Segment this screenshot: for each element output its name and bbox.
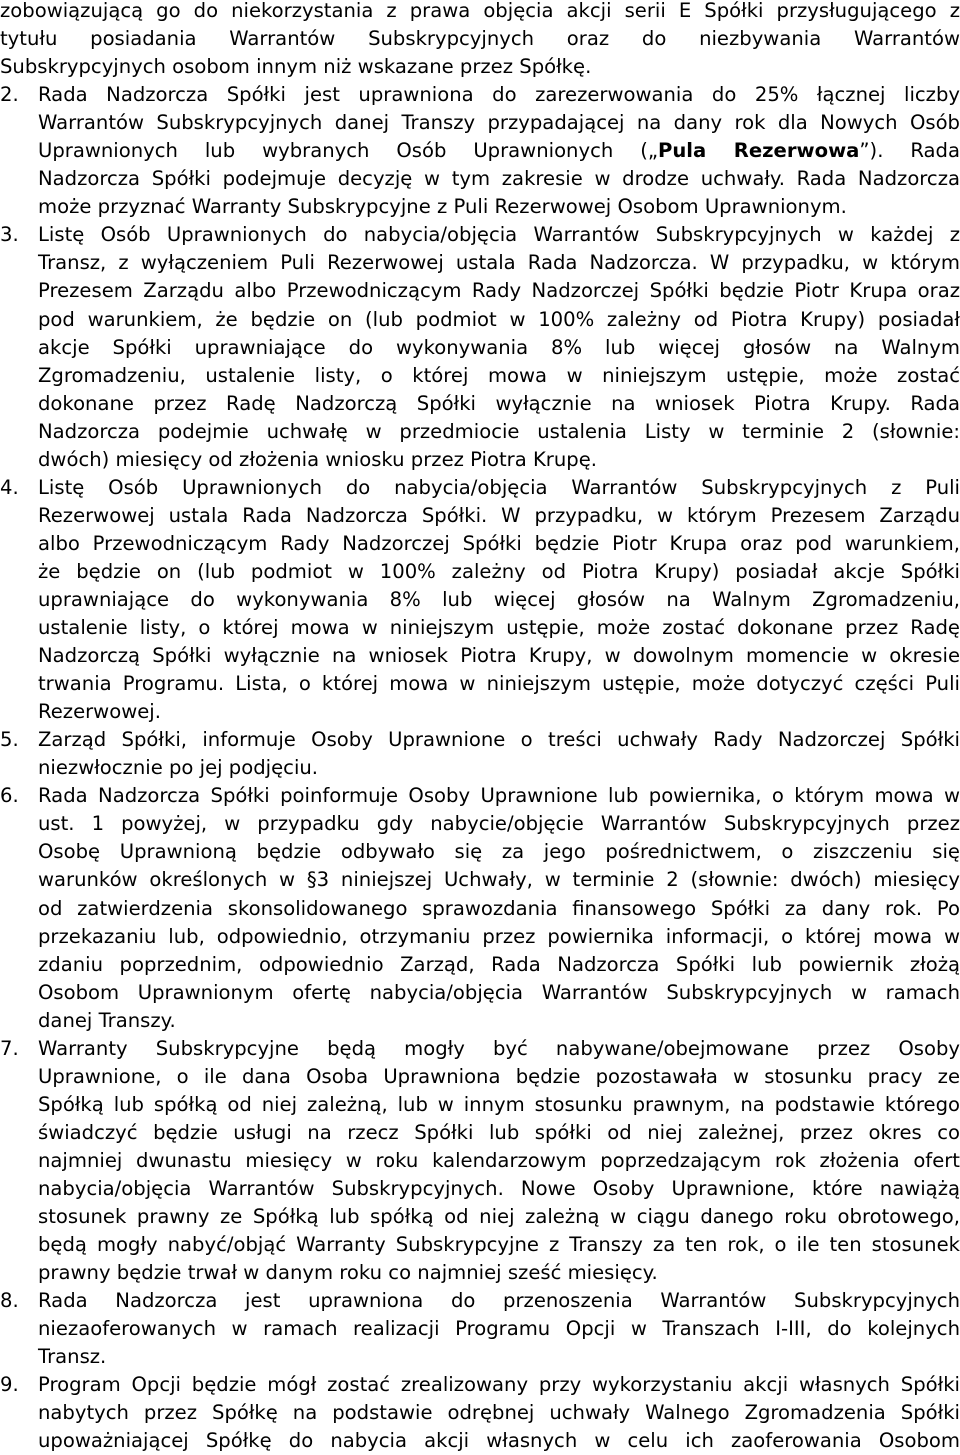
item-text	[38, 726, 960, 782]
text-line: Rezerwowej.	[38, 700, 161, 724]
list-item	[0, 1371, 960, 1455]
item-text	[38, 1035, 960, 1287]
text-line: nabytych przez Spółkę na podstawie odrębnej uchwały Walnego Zgromadzenia Spółki	[38, 1401, 960, 1425]
text-line: że będzie on (lub podmiot w 100% zależny od Piotra Krupy) posiadał akcje Spółki	[38, 559, 960, 583]
text-line: Osobom Uprawnionym ofertę nabycia/objęcia Warrantów Subskrypcyjnych w ramach	[38, 980, 960, 1004]
text-line: dwóch) miesięcy od złożenia wniosku przez Piotra Krupę.	[38, 447, 597, 471]
text-line: danej Transzy.	[38, 1008, 176, 1032]
text-line: upoważniającej Spółkę do nabycia akcji własnych w celu ich zaoferowania Osobom	[38, 1429, 960, 1453]
text-line: Rada Nadzorcza Spółki jest uprawniona do zarezerwowania do 25% łącznej liczby	[38, 83, 960, 107]
item-text	[38, 782, 960, 1034]
text-line: może przyznać Warranty Subskrypcyjne z Puli Rezerwowej Osobom Uprawnionym.	[38, 195, 847, 219]
text-line: prawny będzie trwał w danym roku co najmniej sześć miesięcy.	[38, 1261, 658, 1285]
text-line	[38, 137, 960, 165]
text-line: ustalenie listy, o której mowa w niniejszym ustępie, może zostać dokonane przez Radę	[38, 616, 960, 640]
list-item	[0, 782, 960, 1034]
text-line: Warranty Subskrypcyjne będą mogły być nabywane/obejmowane przez Osoby	[38, 1036, 960, 1060]
text-line: Rezerwowej ustala Rada Nadzorcza Spółki. W przypadku, w którym Prezesem Zarządu	[38, 503, 960, 527]
text-line: Zgromadzeniu, ustalenie listy, o której mowa w niniejszym ustępie, może zostać	[38, 363, 960, 387]
text-line: albo Przewodniczącym Rady Nadzorczej Spółki będzie Piotr Krupa oraz pod warunkiem,	[38, 531, 960, 555]
lead-paragraph	[0, 0, 960, 81]
text-line: Rada Nadzorcza jest uprawniona do przenoszenia Warrantów Subskrypcyjnych	[38, 1289, 960, 1313]
text-line: Subskrypcyjnych osobom innym niż wskazane przez Spółkę.	[0, 55, 592, 79]
defined-term: Pula Rezerwowa	[658, 139, 860, 163]
text-line: Transz.	[38, 1345, 107, 1369]
item-number: 5.	[0, 728, 19, 752]
text-line: ust. 1 powyżej, w przypadku gdy nabycie/objęcie Warrantów Subskrypcyjnych przez	[38, 812, 960, 836]
text-line: Transz, z wyłączeniem Puli Rezerwowej ustala Rada Nadzorcza. W przypadku, w którym	[38, 251, 960, 275]
item-text	[38, 1371, 960, 1455]
item-text	[38, 1287, 960, 1371]
text-line: niezwłocznie po jej podjęciu.	[38, 756, 319, 780]
text-line: przekazaniu lub, odpowiednio, otrzymaniu przez powiernika informacji, o której mowa w	[38, 924, 960, 948]
text-line: pod warunkiem, że będzie on (lub podmiot w 100% zależny od Piotra Krupy) posiadał	[38, 307, 960, 331]
text-line: Uprawnione, o ile dana Osoba Uprawniona będzie pozostawała w stosunku pracy ze	[38, 1064, 960, 1088]
text-line: zobowiązującą go do niekorzystania z prawa objęcia akcji serii E Spółki przysługującego z	[0, 0, 960, 22]
text-line: Spółką lub spółką od niej zależną, lub w innym stosunku prawnym, na podstawie którego	[38, 1092, 960, 1116]
text-line: niezaoferowanych w ramach realizacji Programu Opcji w Transzach I-III, do kolejnych	[38, 1317, 960, 1341]
text-line: Zarząd Spółki, informuje Osoby Uprawnione o treści uchwały Rady Nadzorczej Spółki	[38, 728, 960, 752]
text-line: Listę Osób Uprawnionych do nabycia/objęcia Warrantów Subskrypcyjnych z Puli	[38, 475, 960, 499]
item-number: 6.	[0, 784, 19, 808]
text-line: dokonane przez Radę Nadzorczą Spółki wyłącznie na wniosek Piotra Krupy. Rada	[38, 391, 960, 415]
text-line: Listę Osób Uprawnionych do nabycia/objęcia Warrantów Subskrypcyjnych w każdej z	[38, 223, 960, 247]
text-line: Prezesem Zarządu albo Przewodniczącym Rady Nadzorczej Spółki będzie Piotr Krupa oraz	[38, 279, 960, 303]
text-run: ”). Rada	[859, 139, 960, 163]
text-line: Program Opcji będzie mógł zostać zrealizowany przy wykorzystaniu akcji własnych Spółki	[38, 1373, 960, 1397]
item-number: 7.	[0, 1036, 19, 1060]
text-line: stosunek prawny ze Spółką lub spółką od niej zależną w ciągu danego roku obrotowego,	[38, 1205, 960, 1229]
list-item	[0, 1287, 960, 1371]
item-number: 8.	[0, 1289, 19, 1313]
list-item	[0, 474, 960, 726]
item-number: 2.	[0, 83, 19, 107]
item-number: 9.	[0, 1373, 19, 1397]
text-line: od zatwierdzenia skonsolidowanego sprawozdania finansowego Spółki za dany rok. Po	[38, 896, 960, 920]
list-item	[0, 81, 960, 221]
item-text	[38, 474, 960, 726]
text-line: Rada Nadzorcza Spółki poinformuje Osoby Uprawnione lub powiernika, o którym mowa w	[38, 784, 960, 808]
item-number: 4.	[0, 475, 19, 499]
list-item	[0, 221, 960, 473]
item-text	[38, 221, 960, 473]
item-text	[38, 81, 960, 221]
text-line: Warrantów Subskrypcyjnych danej Transzy przypadającej na dany rok dla Nowych Osób	[38, 111, 960, 135]
text-line: zdaniu poprzednim, odpowiednio Zarząd, Rada Nadzorcza Spółki lub powiernik złożą	[38, 952, 960, 976]
item-number: 3.	[0, 223, 19, 247]
text-line: warunków określonych w §3 niniejszej Uchwały, w terminie 2 (słownie: dwóch) miesięcy	[38, 868, 960, 892]
text-line: Nadzorczą Spółki wyłącznie na wniosek Piotra Krupy, w dowolnym momencie w okresie	[38, 644, 960, 668]
text-line: trwania Programu. Lista, o której mowa w niniejszym ustępie, może dotyczyć części Puli	[38, 672, 960, 696]
text-run: Uprawnionych lub wybranych Osób Uprawnionych („	[38, 139, 658, 163]
text-line: Nadzorcza podejmie uchwałę w przedmiocie ustalenia Listy w terminie 2 (słownie:	[38, 419, 960, 443]
text-line: uprawniające do wykonywania 8% lub więcej głosów na Walnym Zgromadzeniu,	[38, 587, 960, 611]
list-item	[0, 726, 960, 782]
list-item	[0, 1035, 960, 1287]
text-line: tytułu posiadania Warrantów Subskrypcyjnych oraz do niezbywania Warrantów	[0, 27, 960, 51]
text-line: akcje Spółki uprawniające do wykonywania 8% lub więcej głosów na Walnym	[38, 335, 960, 359]
text-line: będą mogły nabyć/objąć Warranty Subskrypcyjne z Transzy za ten rok, o ile ten stosunek	[38, 1233, 960, 1257]
text-line: Nadzorcza Spółki podejmuje decyzję w tym zakresie w drodze uchwały. Rada Nadzorcza	[38, 167, 960, 191]
text-line: najmniej dwunastu miesięcy w roku kalendarzowym poprzedzającym rok złożenia ofert	[38, 1148, 960, 1172]
text-line: Osobę Uprawnioną będzie odbywało się za jego pośrednictwem, o ziszczeniu się	[38, 840, 960, 864]
text-line: nabycia/objęcia Warrantów Subskrypcyjnych. Nowe Osoby Uprawnione, które nawiążą	[38, 1176, 960, 1200]
text-line: świadczyć będzie usługi na rzecz Spółki lub spółki od niej zależnej, przez okres co	[38, 1120, 960, 1144]
